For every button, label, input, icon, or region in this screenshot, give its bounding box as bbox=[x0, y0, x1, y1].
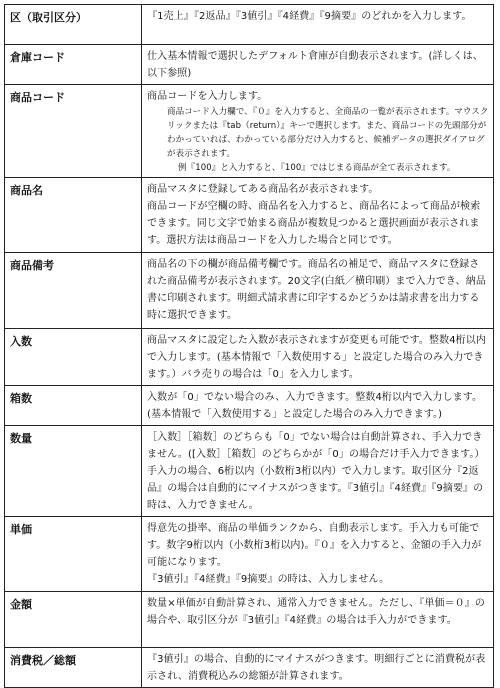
field-name: 単価 bbox=[5, 517, 142, 592]
description-subtext: 商品コード入力欄で、『０』を入力すると、全商品の一覧が表示されます。マウスクリックまたは『tab（return）』キーで選択します。また、商品コードの先頭部分がわかっていれば、わかっている部分だけ入力すると、候補データの選択ダイアログが表示されます。 bbox=[167, 107, 489, 159]
description-text: 得意先の掛率、商品の単価ランクから、自動表示します。手入力も可能です。数字9桁以内（小数桁3桁以内)。『０』を入力すると、金額の手入力が可能になります。 bbox=[147, 523, 482, 568]
field-description bbox=[142, 5, 494, 45]
field-name: 商品名 bbox=[5, 178, 142, 253]
table-row bbox=[5, 45, 494, 85]
field-name: 金額 bbox=[5, 592, 142, 648]
field-description bbox=[142, 85, 494, 178]
description-text: 商品マスタに設定した入数が表示されますが変更も可能です。整数4桁以内で入力します。(基本情報で「入数使用する」と設定した場合のみ入力できます。）バラ売りの場合は「0」を入力します。 bbox=[147, 335, 486, 380]
table-row bbox=[5, 85, 494, 178]
description-text: 『3値引』の場合、自動的にマイナスがつきます。明細行ごとに消費税が表示され、消費税込みの総額が計算されます。 bbox=[147, 654, 486, 682]
table-row bbox=[5, 178, 494, 253]
table-row bbox=[5, 517, 494, 592]
description-text: 商品コードが空欄の時、商品名を入力すると、商品名によって商品が検索できます。同じ文字で始まる商品が複数見つかると選択画面が表示されます。選択方法は商品コードを入力した場合と同じです。 bbox=[147, 201, 481, 246]
description-text: 商品名の下の欄が商品備考欄です。商品名の補足で、商品マスタに登録された商品備考が表示されます。20文字(白紙／横印刷）まで入力でき、納品書に印刷されます。明細式請求書に印字するかどうかは請求書を出力する時に選択できます。 bbox=[147, 259, 486, 321]
description-text: 『3値引』『4経費』『9摘要』の時は、入力しません。 bbox=[147, 574, 390, 585]
field-description bbox=[142, 517, 494, 592]
field-name: 入数 bbox=[5, 329, 142, 386]
field-description bbox=[142, 178, 494, 253]
field-name: 倉庫コード bbox=[5, 45, 142, 85]
field-description bbox=[142, 253, 494, 329]
description-text: 商品マスタに登録してある商品名が表示されます。 bbox=[147, 184, 379, 195]
field-name: 箱数 bbox=[5, 386, 142, 426]
table-row bbox=[5, 386, 494, 426]
field-description bbox=[142, 386, 494, 426]
field-description bbox=[142, 426, 494, 517]
field-spec-table bbox=[4, 4, 494, 688]
field-name: 数量 bbox=[5, 426, 142, 517]
field-description bbox=[142, 45, 494, 85]
description-text: 商品コードを入力します。 bbox=[147, 91, 268, 102]
table-row bbox=[5, 253, 494, 329]
description-text: 『1売上』『2返品』『3値引』『4経費』『9摘要』のどれかを入力します。 bbox=[147, 11, 472, 22]
description-text: 数量×単価が自動計算され、通常入力できません。ただし、『単価＝０』の場合や、取引区分が『3値引』『4経費』の場合は手入力ができます。 bbox=[147, 598, 485, 626]
table-row bbox=[5, 592, 494, 648]
description-example: 例『100』と入力すると、『100』ではじまる商品が全て表示されます。 bbox=[178, 163, 456, 173]
field-name: 商品コード bbox=[5, 85, 142, 178]
field-name: 商品備考 bbox=[5, 253, 142, 329]
field-description bbox=[142, 648, 494, 688]
field-description bbox=[142, 329, 494, 386]
description-text: ［入数］［箱数］のどちらも「0」でない場合は自動計算され、手入力できません。([入数］［箱数］のどちらかが「0」の場合だけ手入力できます。）手入力の場合、6桁以内（小数桁3桁以内）で入力します。取引区分『2返品』の場合は自動的にマイナスがつきます。『3値引』『4経費』『9摘要』の時は、入力できません。 bbox=[147, 432, 485, 511]
table-row bbox=[5, 329, 494, 386]
field-name: 消費税／総額 bbox=[5, 648, 142, 688]
description-text: 仕入基本情報で選択したデフォルト倉庫が自動表示されます。(詳しくは、以下参照) bbox=[147, 51, 484, 79]
description-text: 入数が「0」でない場合のみ、入力できます。整数4桁以内で入力します。(基本情報で「入数使用する」と設定した場合のみ入力できます。) bbox=[147, 392, 483, 420]
field-name: 区（取引区分） bbox=[5, 5, 142, 45]
table-row bbox=[5, 648, 494, 688]
table-row bbox=[5, 5, 494, 45]
field-description bbox=[142, 592, 494, 648]
table-row bbox=[5, 426, 494, 517]
